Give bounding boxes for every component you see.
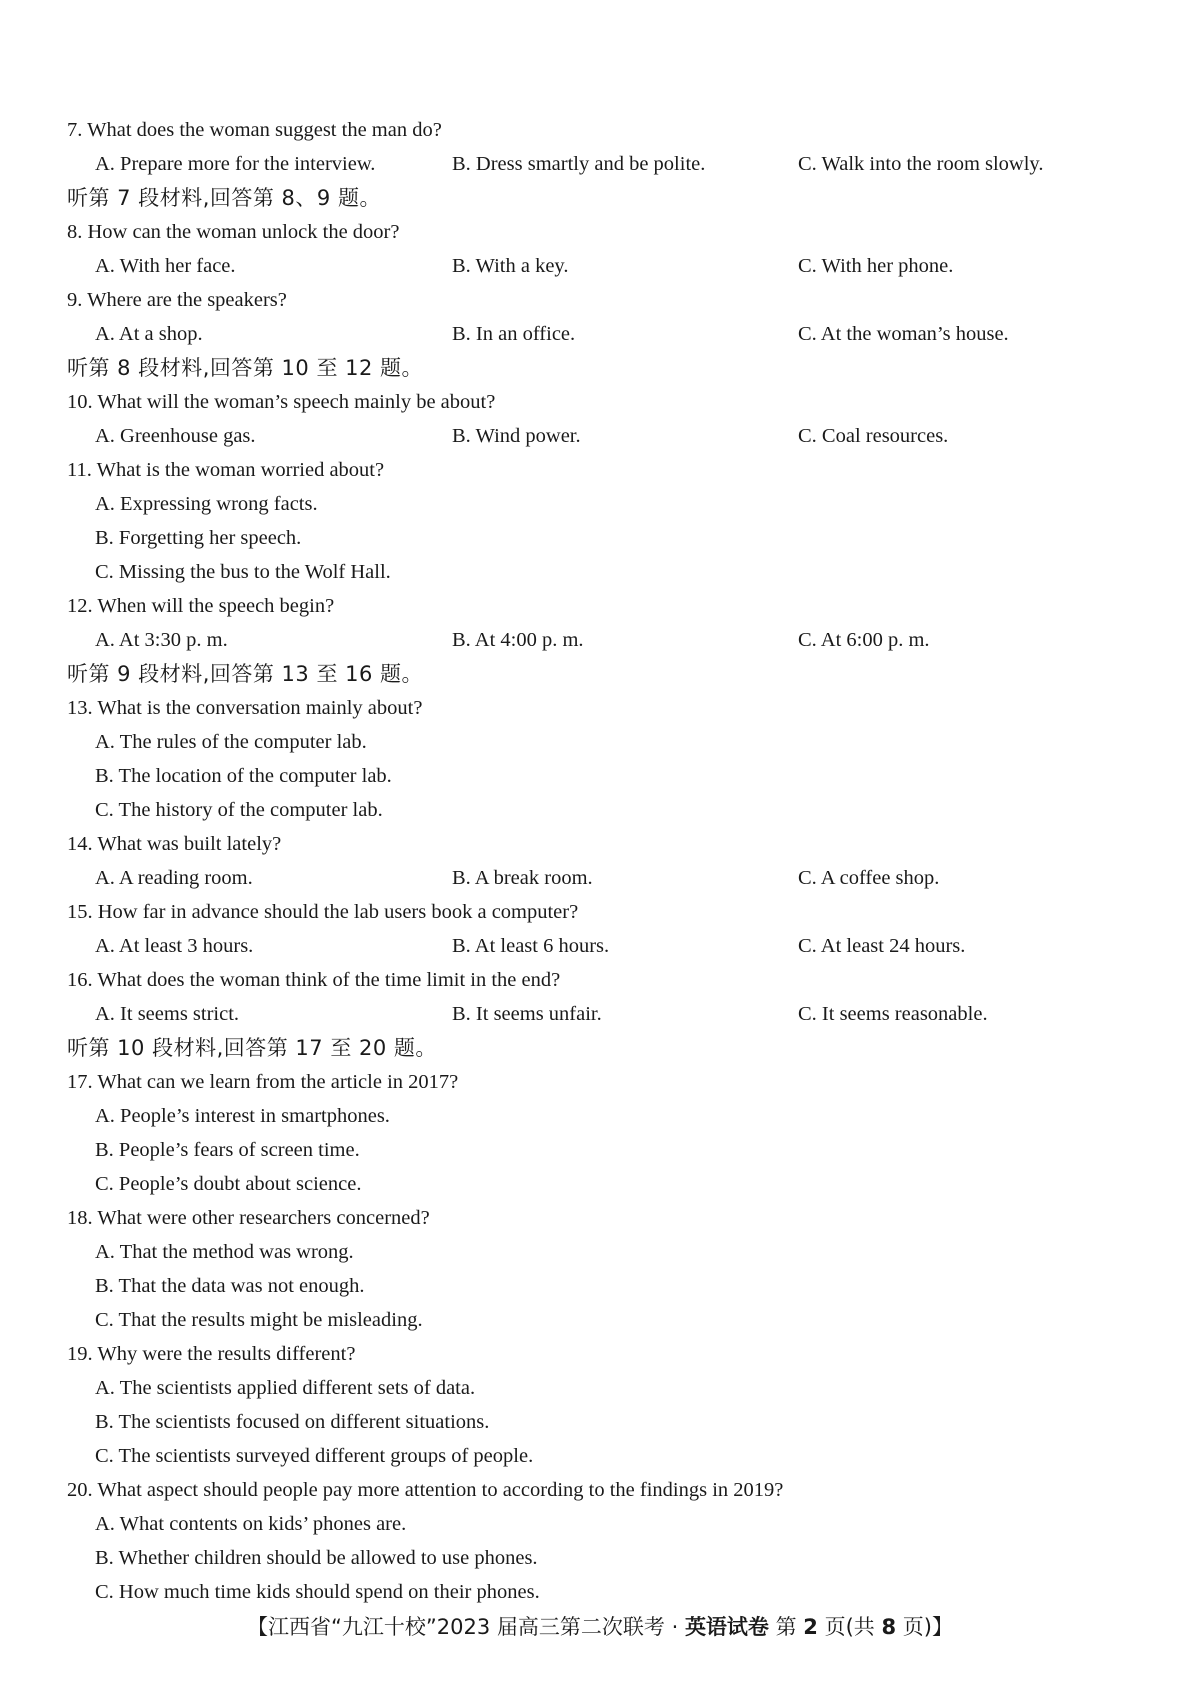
question-text: 14. What was built lately? (67, 833, 282, 855)
question-text: 19. Why were the results different? (67, 1343, 356, 1365)
footer-exam-title: 【江西省“九江十校”2023 届高三第二次联考 · (247, 1615, 685, 1639)
answer-option: A. People’s interest in smartphones. (95, 1105, 390, 1127)
answer-option: C. The scientists surveyed different groups of people. (95, 1445, 534, 1467)
answer-options-row (67, 861, 1147, 895)
question-text: 9. Where are the speakers? (67, 289, 287, 311)
footer-subject: 英语试卷 (684, 1615, 769, 1639)
section-instruction: 听第 8 段材料,回答第 10 至 12 题。 (67, 356, 424, 380)
answer-options-row (67, 997, 1147, 1031)
answer-option-c: C. At least 24 hours. (798, 935, 966, 957)
answer-option-a: A. A reading room. (95, 867, 253, 889)
answer-option: A. That the method was wrong. (95, 1241, 354, 1263)
page-footer (0, 1610, 1200, 1644)
answer-option-c: C. With her phone. (798, 255, 954, 277)
answer-option-a: A. At 3:30 p. m. (95, 629, 228, 651)
answer-option-c: C. Walk into the room slowly. (798, 153, 1044, 175)
question-text: 10. What will the woman’s speech mainly be about? (67, 391, 496, 413)
answer-option-c: C. It seems reasonable. (798, 1003, 988, 1025)
question-text: 13. What is the conversation mainly about? (67, 697, 423, 719)
answer-option: A. What contents on kids’ phones are. (95, 1513, 407, 1535)
answer-options-row (67, 623, 1147, 657)
question-text: 7. What does the woman suggest the man do? (67, 119, 442, 141)
answer-option-c: C. At 6:00 p. m. (798, 629, 930, 651)
footer-total-pages: 8 (881, 1615, 897, 1639)
answer-option: C. Missing the bus to the Wolf Hall. (95, 561, 391, 583)
question-text: 12. When will the speech begin? (67, 595, 335, 617)
answer-options-row (67, 249, 1147, 283)
answer-options-row (67, 929, 1147, 963)
section-instruction: 听第 10 段材料,回答第 17 至 20 题。 (67, 1036, 437, 1060)
question-text: 20. What aspect should people pay more attention to according to the findings in 2019? (67, 1479, 784, 1501)
answer-option-c: C. At the woman’s house. (798, 323, 1009, 345)
answer-option: B. That the data was not enough. (95, 1275, 365, 1297)
answer-option: B. Whether children should be allowed to use phones. (95, 1547, 538, 1569)
answer-option-b: B. It seems unfair. (452, 1003, 602, 1025)
answer-option-b: B. Dress smartly and be polite. (452, 153, 706, 175)
answer-option: C. That the results might be misleading. (95, 1309, 423, 1331)
section-instruction: 听第 9 段材料,回答第 13 至 16 题。 (67, 662, 424, 686)
section-instruction: 听第 7 段材料,回答第 8、9 题。 (67, 186, 381, 210)
answer-options-row (67, 317, 1147, 351)
footer-page-suffix: 页)】 (896, 1615, 953, 1639)
answer-option-c: C. A coffee shop. (798, 867, 940, 889)
question-text: 18. What were other researchers concerned? (67, 1207, 430, 1229)
footer-page-mid: 页(共 (817, 1615, 882, 1639)
answer-option: A. The scientists applied different sets of data. (95, 1377, 476, 1399)
answer-option-b: B. At least 6 hours. (452, 935, 610, 957)
answer-option-a: A. Greenhouse gas. (95, 425, 256, 447)
question-text: 15. How far in advance should the lab users book a computer? (67, 901, 579, 923)
answer-options-row (67, 147, 1147, 181)
answer-option-a: A. At least 3 hours. (95, 935, 254, 957)
question-text: 17. What can we learn from the article in 2017? (67, 1071, 459, 1093)
answer-option-b: B. At 4:00 p. m. (452, 629, 584, 651)
answer-option-b: B. With a key. (452, 255, 569, 277)
answer-option: C. How much time kids should spend on their phones. (95, 1581, 540, 1603)
answer-option-a: A. It seems strict. (95, 1003, 240, 1025)
question-text: 16. What does the woman think of the time limit in the end? (67, 969, 561, 991)
answer-option-b: B. In an office. (452, 323, 576, 345)
answer-option: A. The rules of the computer lab. (95, 731, 367, 753)
answer-option-a: A. With her face. (95, 255, 236, 277)
question-text: 11. What is the woman worried about? (67, 459, 385, 481)
answer-option-b: B. A break room. (452, 867, 593, 889)
answer-option: A. Expressing wrong facts. (95, 493, 318, 515)
answer-option: C. People’s doubt about science. (95, 1173, 362, 1195)
answer-option-c: C. Coal resources. (798, 425, 949, 447)
answer-option-a: A. Prepare more for the interview. (95, 153, 376, 175)
footer-page-prefix: 第 (768, 1615, 804, 1639)
answer-option: C. The history of the computer lab. (95, 799, 383, 821)
question-text: 8. How can the woman unlock the door? (67, 221, 400, 243)
answer-option: B. Forgetting her speech. (95, 527, 302, 549)
footer-page-number: 2 (803, 1615, 818, 1639)
exam-content (67, 113, 1147, 1609)
answer-option: B. The scientists focused on different situations. (95, 1411, 490, 1433)
answer-option: B. The location of the computer lab. (95, 765, 392, 787)
answer-option-b: B. Wind power. (452, 425, 581, 447)
answer-option: B. People’s fears of screen time. (95, 1139, 360, 1161)
answer-option-a: A. At a shop. (95, 323, 203, 345)
answer-options-row (67, 419, 1147, 453)
